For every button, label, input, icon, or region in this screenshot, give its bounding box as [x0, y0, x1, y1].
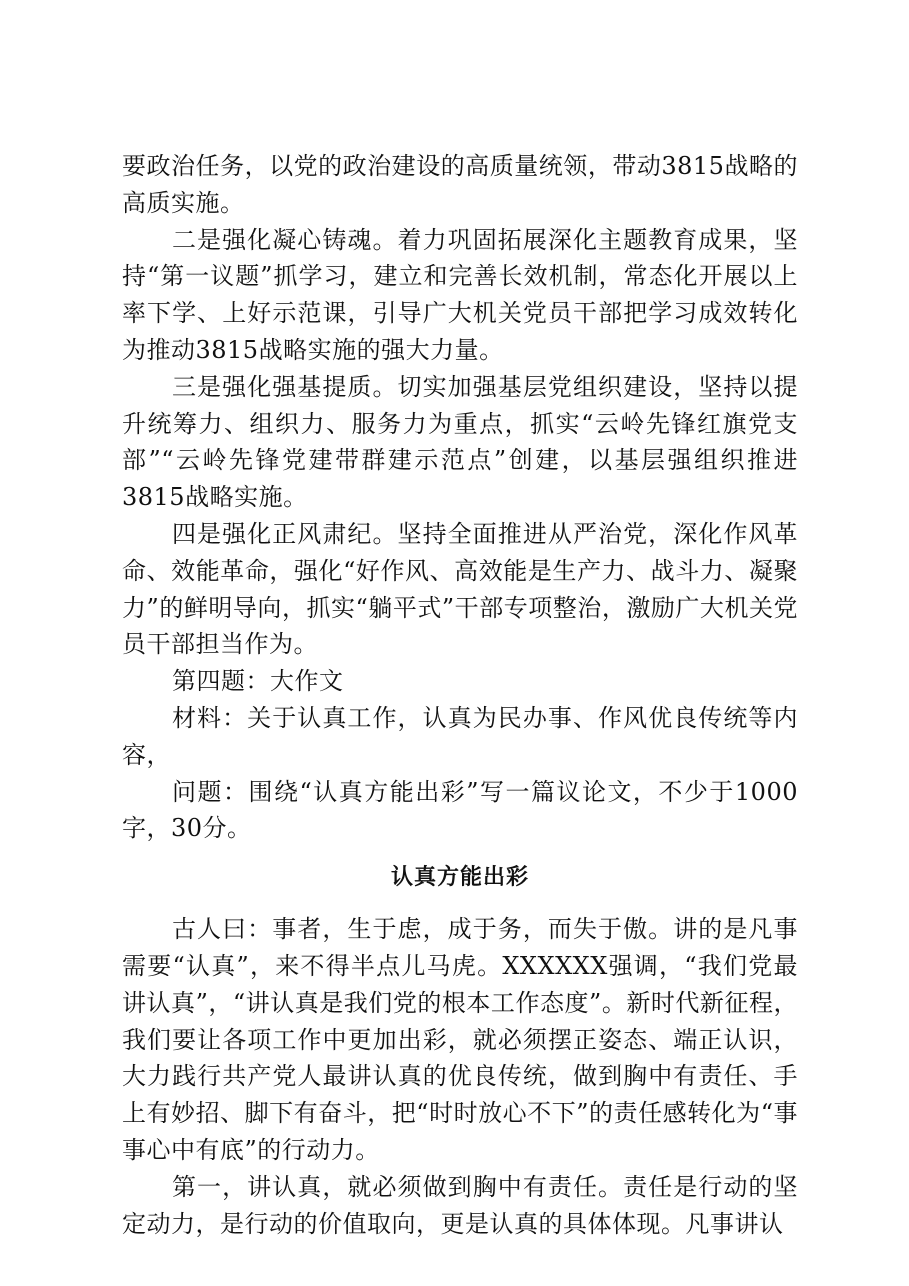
essay-title: 认真方能出彩 [390, 865, 529, 891]
question-four-heading: 第四题：大作文 [172, 667, 344, 696]
question-prompt: 问题：围绕“认真方能出彩”写一篇议论文，不少于1000字，30分。 [122, 777, 798, 843]
paragraph-strengthen-base: 三是强化强基提质。切实加强基层党组织建设，坚持以提升统筹力、组织力、服务力为重点，抓实“云岭先锋红旗党支部”“云岭先锋党建带群建示范点”创建，以基层强组织推进3815战略实施。 [122, 372, 798, 512]
paragraph-strengthen-soul: 二是强化凝心铸魂。着力巩固拓展深化主题教育成果，坚持“第一议题”抓学习，建立和完善长效机制，常态化开展以上率下学、上好示范课，引导广大机关党员干部把学习成效转化为推动3815战略实施的强大力量。 [122, 225, 798, 364]
essay-first-point-paragraph: 第一，讲认真，就必须做到胸中有责任。责任是行动的坚定动力，是行动的价值取向，更是认真的具体体现。凡事讲认 [122, 1172, 798, 1238]
paragraph-continuation: 要政治任务，以党的政治建设的高质量统领，带动3815战略的高质实施。 [122, 152, 798, 217]
paragraph-strengthen-discipline: 四是强化正风肃纪。坚持全面推进从严治党，深化作风革命、效能革命，强化“好作风、高效能是生产力、战斗力、凝聚力”的鲜明导向，抓实“躺平式”干部专项整治，激励广大机关党员干部担当作为。 [122, 519, 798, 659]
document-body [122, 148, 798, 1242]
question-material: 材料：关于认真工作，认真为民办事、作风优良传统等内容， [122, 703, 798, 769]
essay-intro-paragraph: 古人曰：事者，生于虑，成于务，而失于傲。讲的是凡事需要“认真”，来不得半点儿马虎。XXXXXX强调，“我们党最讲认真”，“讲认真是我们党的根本工作态度”。新时代新征程，我们要让各项工作中更加出彩，就必须摆正姿态、端正认识，大力践行共产党人最讲认真的优良传统，做到胸中有责任、手上有妙招、脚下有奋斗，把“时时放心不下”的责任感转化为“事事心中有底”的行动力。 [122, 915, 798, 1164]
